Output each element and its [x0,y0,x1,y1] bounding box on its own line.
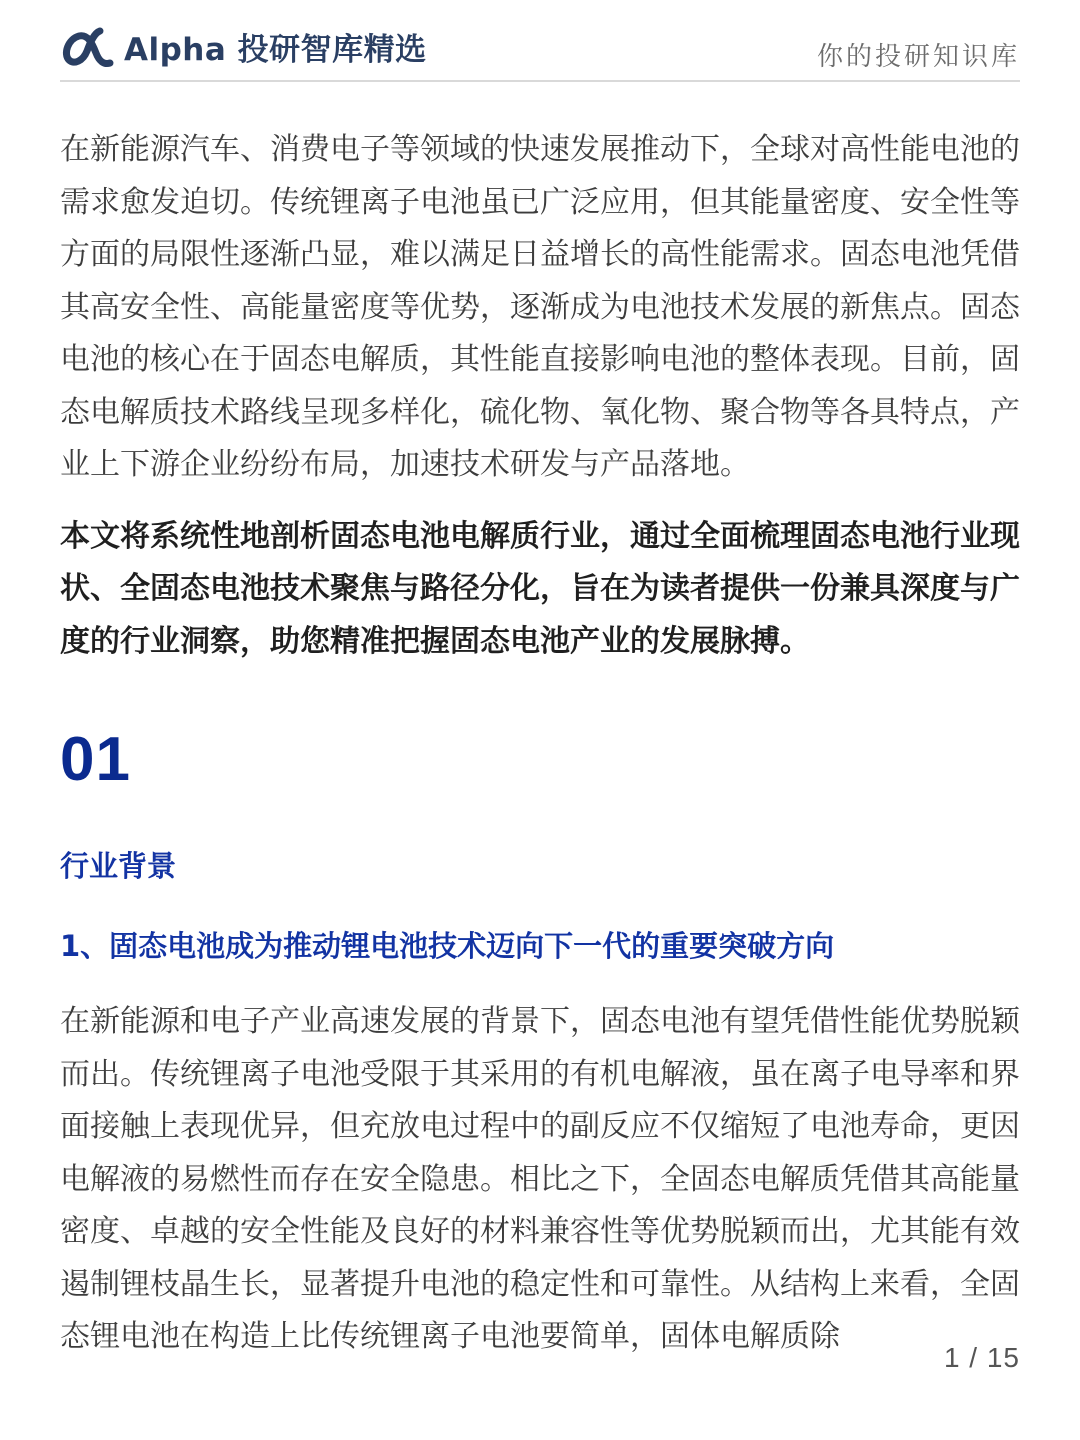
section-body [60,996,1022,1364]
brand-name: Alpha 投研智库精选 [124,32,427,68]
header-tagline: 你的投研知识库 [816,42,1020,72]
section-paragraph: 在新能源和电子产业高速发展的背景下，固态电池有望凭借性能优势脱颖而出。传统锂离子电池受限于其采用的有机电解液，虽在离子电导率和界面接触上表现优异，但充放电过程中的副反应不仅缩短了电池寿命，更因电解液的易燃性而存在安全隐患。相比之下，全固态电解质凭借其高能量密度、卓越的安全性能及良好的材料兼容性等优势脱颖而出，尤其能有效遏制锂枝晶生长，显著提升电池的稳定性和可靠性。从结构上来看，全固态锂电池在构造上比传统锂离子电池要简单，固体电解质除 [60,1004,1020,1354]
brand [60,24,427,69]
intro-paragraph: 在新能源汽车、消费电子等领域的快速发展推动下，全球对高性能电池的需求愈发迫切。传统锂离子电池虽已广泛应用，但其能量密度、安全性等方面的局限性逐渐凸显，难以满足日益增长的高性能需求。固态电池凭借其高安全性、高能量密度等优势，逐渐成为电池技术发展的新焦点。固态电池的核心在于固态电解质，其性能直接影响电池的整体表现。目前，固态电解质技术路线呈现多样化，硫化物、氧化物、聚合物等各具特点，产业上下游企业纷纷布局，加速技术研发与产品落地。 [60,132,1020,482]
subsection-title: 1、固态电池成为推动锂电池技术迈向下一代的重要突破方向 [60,929,835,963]
section-title: 行业背景 [60,849,177,883]
page-number: 1 / 15 [943,1342,1020,1373]
intro-section [60,124,1022,668]
alpha-logo-icon [60,25,116,69]
section-number: 01 [60,725,131,794]
intro-summary-paragraph: 本文将系统性地剖析固态电池电解质行业，通过全面梳理固态电池行业现状、全固态电池技术聚焦与路径分化，旨在为读者提供一份兼具深度与广度的行业洞察，助您精准把握固态电池产业的发展脉搏。 [60,518,1020,659]
page-header [60,18,1020,82]
